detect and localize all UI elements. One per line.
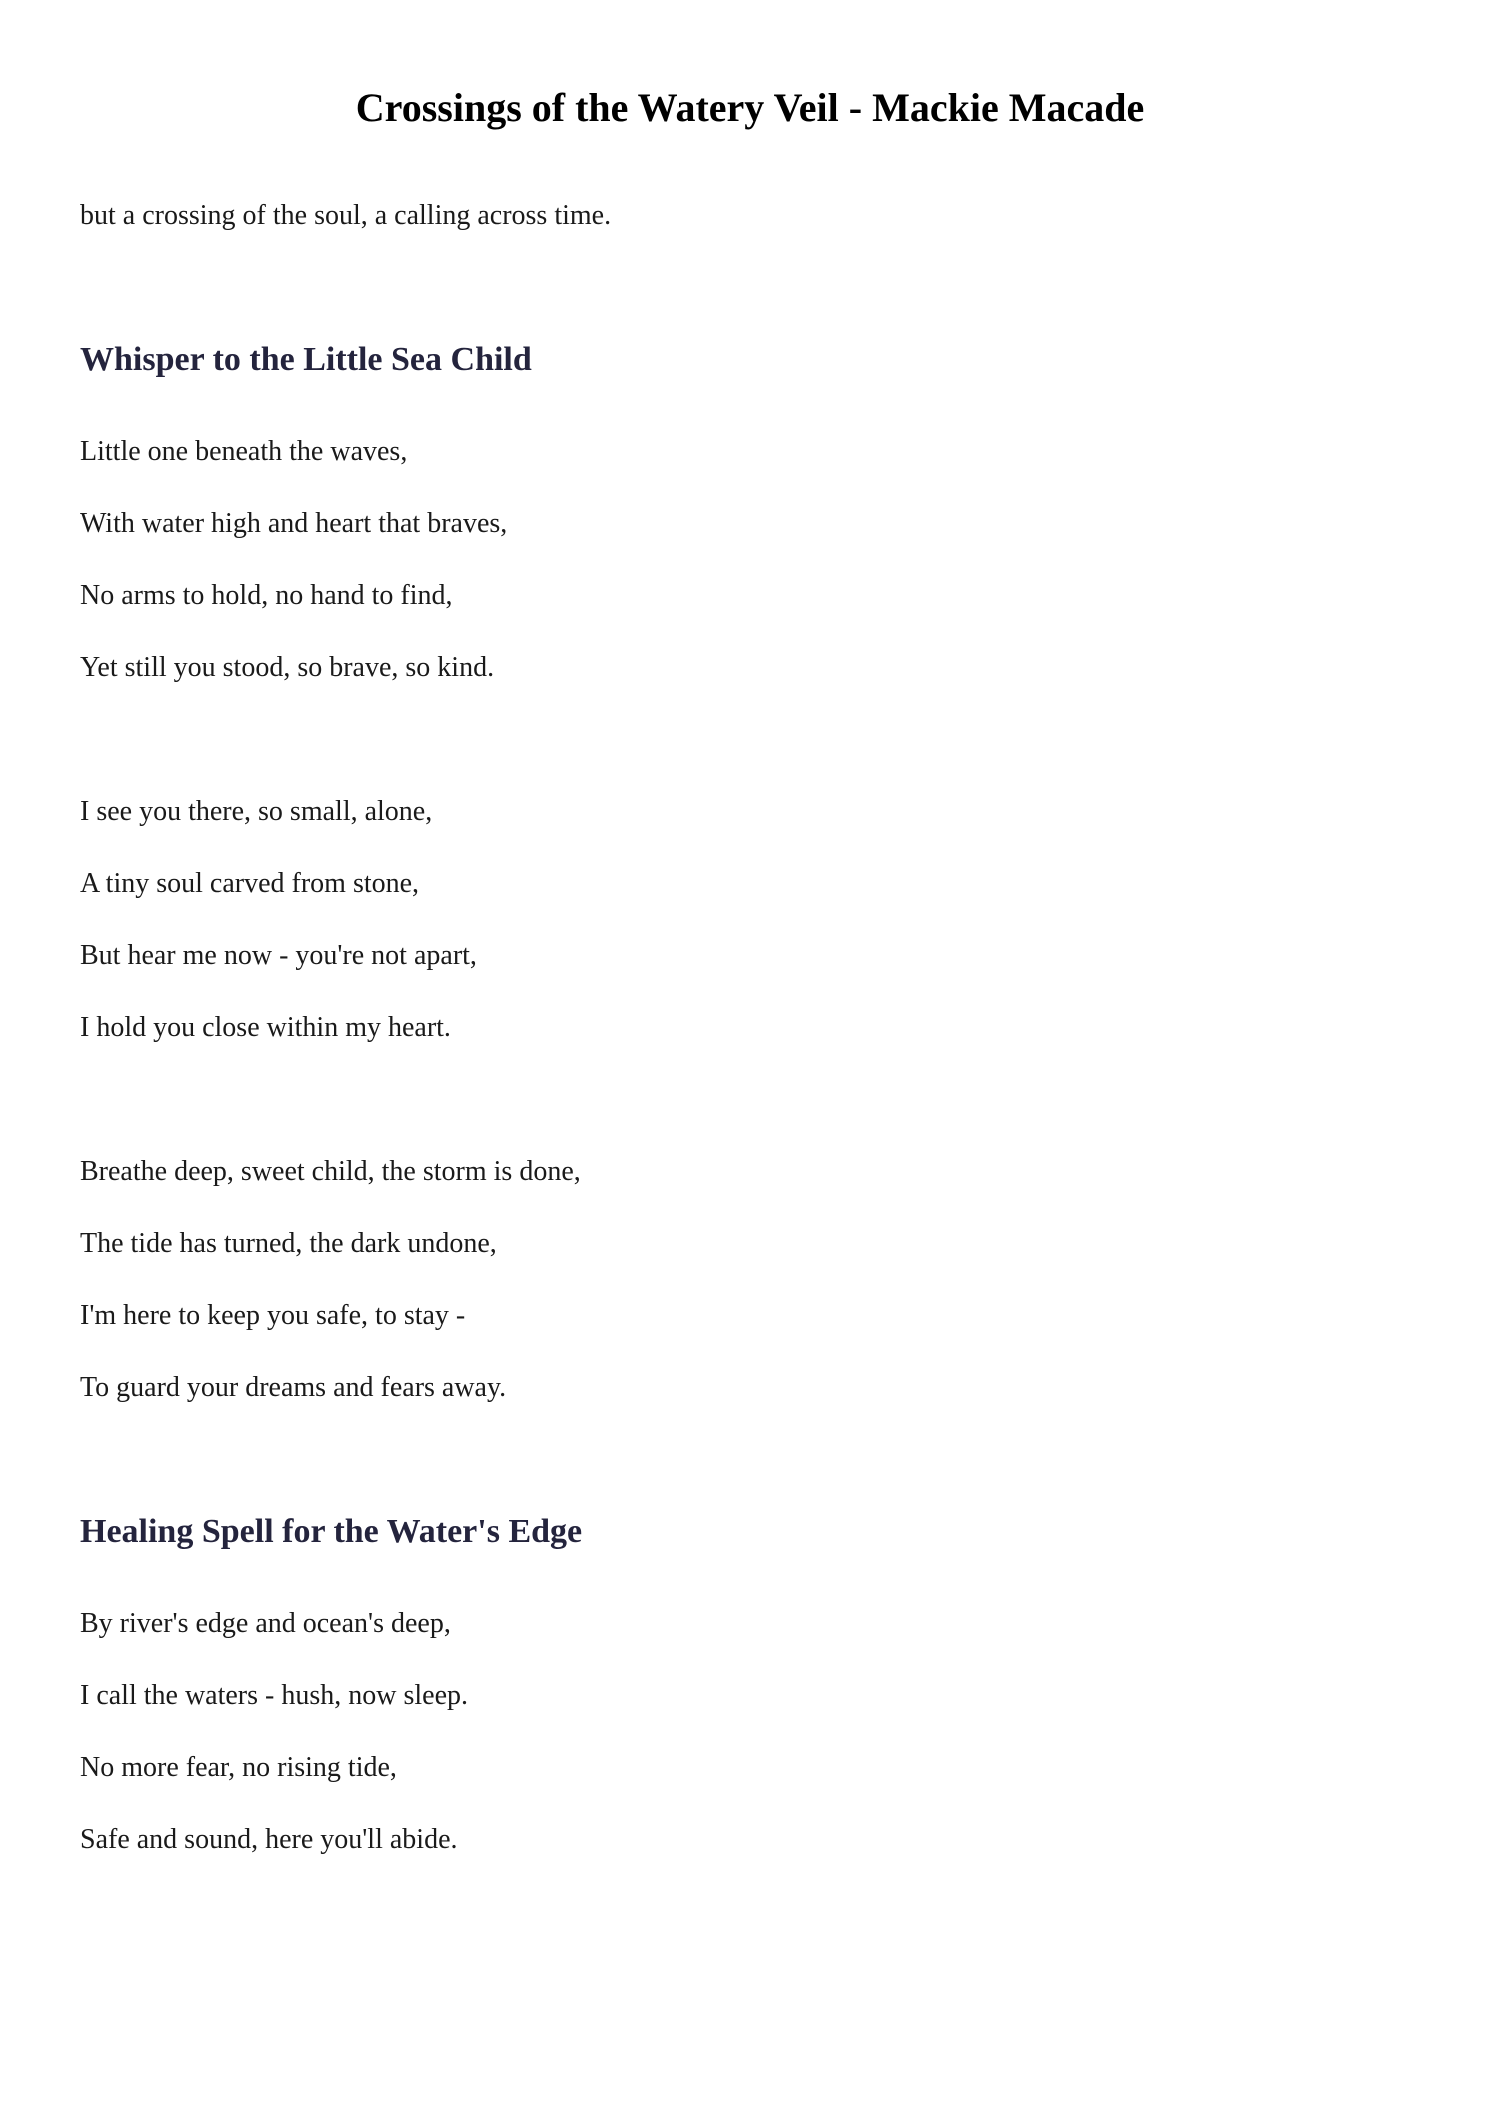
poem-line: A tiny soul carved from stone,	[80, 868, 420, 899]
intro-line: but a crossing of the soul, a calling across time.	[80, 200, 612, 231]
poem-line: I'm here to keep you safe, to stay -	[80, 1300, 466, 1331]
poem-line: To guard your dreams and fears away.	[80, 1372, 507, 1403]
poem-line: I hold you close within my heart.	[80, 1012, 451, 1043]
poem-line: Little one beneath the waves,	[80, 436, 408, 467]
section-heading-sea-child: Whisper to the Little Sea Child	[80, 341, 532, 378]
poem-line: Safe and sound, here you'll abide.	[80, 1824, 458, 1855]
poem-line: But hear me now - you're not apart,	[80, 940, 477, 971]
poem-line: The tide has turned, the dark undone,	[80, 1228, 497, 1259]
document-title: Crossings of the Watery Veil - Mackie Macade	[355, 85, 1145, 130]
poem-line: No more fear, no rising tide,	[80, 1752, 397, 1783]
poem-line: I see you there, so small, alone,	[80, 796, 433, 827]
poem-line: Yet still you stood, so brave, so kind.	[80, 652, 495, 683]
poem-line: With water high and heart that braves,	[80, 508, 508, 539]
poem-line: By river's edge and ocean's deep,	[80, 1608, 451, 1639]
section-heading-healing-spell: Healing Spell for the Water's Edge	[80, 1513, 583, 1550]
poem-line: No arms to hold, no hand to find,	[80, 580, 453, 611]
poem-line: Breathe deep, sweet child, the storm is done,	[80, 1156, 581, 1187]
poem-line: I call the waters - hush, now sleep.	[80, 1680, 468, 1711]
